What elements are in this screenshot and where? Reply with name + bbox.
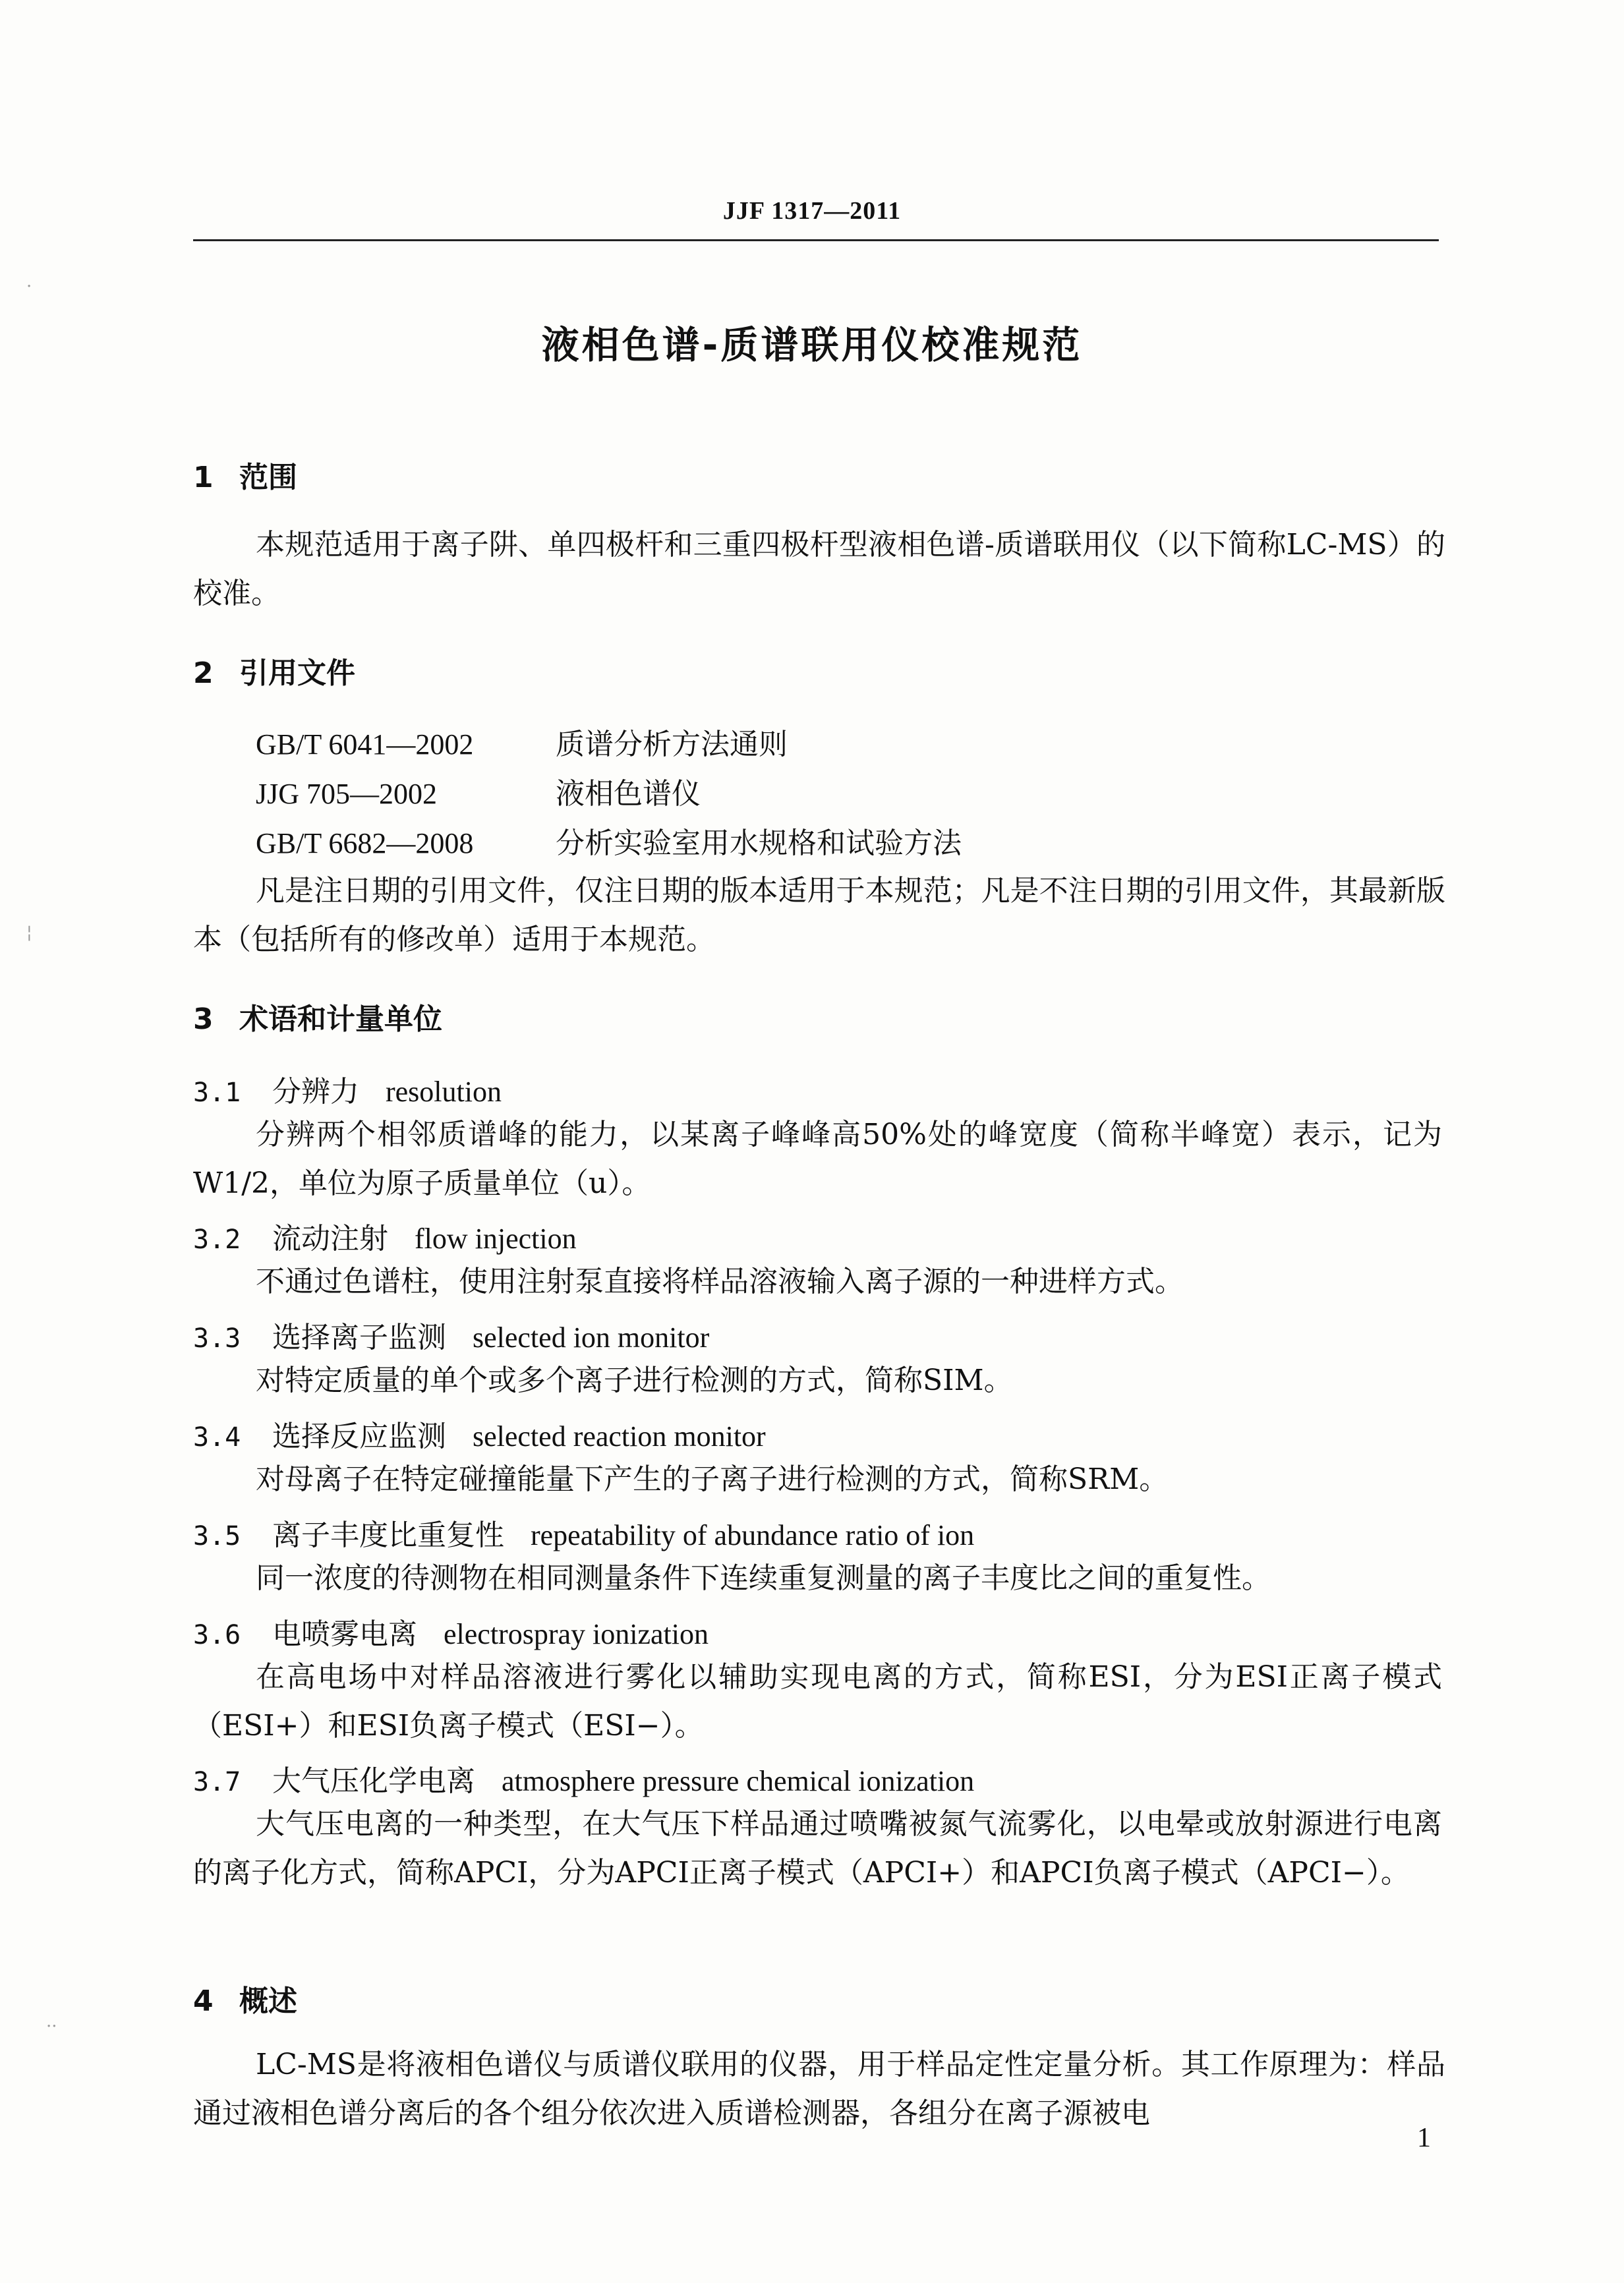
reference-code: GB/T 6682—2008 [256, 827, 474, 859]
term-3-1 [193, 1068, 502, 1110]
term-definition [193, 1111, 1442, 1208]
definition-text: 同一浓度的待测物在相同测量条件下连续重复测量的离子丰度比之间的重复性。 [256, 1561, 1271, 1595]
section-1-body [193, 521, 1445, 618]
page-number: 1 [1417, 2123, 1431, 2153]
term-chinese: 离子丰度比重复性 [272, 1518, 504, 1552]
section-3-heading [193, 995, 442, 1037]
term-definition [193, 1800, 1442, 1897]
term-english: flow injection [415, 1223, 577, 1255]
definition-text: 对母离子在特定碰撞能量下产生的子离子进行检测的方式，简称SRM。 [256, 1462, 1169, 1496]
standard-code: JJF 1317—2011 [722, 197, 902, 225]
section-1-heading [193, 453, 297, 496]
term-chinese: 选择离子监测 [272, 1321, 446, 1354]
term-3-3 [193, 1314, 709, 1356]
term-3-6 [193, 1610, 709, 1652]
paragraph: 凡是注日期的引用文件，仅注日期的版本适用于本规范；凡是不注日期的引用文件，其最新版本（包括所有的修改单）适用于本规范。 [193, 874, 1445, 956]
term-chinese: 分辨力 [272, 1075, 359, 1109]
section-title: 引用文件 [239, 656, 355, 690]
reference-code: GB/T 6041—2002 [256, 728, 474, 761]
term-definition [193, 1356, 1442, 1405]
scan-speck: · [26, 277, 32, 297]
reference-name: 质谱分析方法通则 [556, 728, 788, 761]
term-chinese: 流动注射 [272, 1222, 388, 1256]
term-english: electrospray ionization [444, 1618, 709, 1650]
term-3-7 [193, 1757, 974, 1799]
term-3-2 [193, 1215, 577, 1257]
definition-text: 分辨两个相邻质谱峰的能力，以某离子峰峰高50%处的峰宽度（简称半峰宽）表示，记为W1/2，单位为原子质量单位（u）。 [193, 1118, 1442, 1200]
definition-text: 大气压电离的一种类型，在大气压下样品通过喷嘴被氮气流雾化，以电晕或放射源进行电离的离子化方式，简称APCI，分为APCI正离子模式（APCI+）和APCI负离子模式（APCI−）。 [193, 1807, 1442, 1890]
term-chinese: 电喷雾电离 [272, 1617, 417, 1651]
header-rule [193, 239, 1439, 241]
term-chinese: 大气压化学电离 [272, 1764, 475, 1798]
term-english: selected ion monitor [473, 1321, 710, 1354]
term-3-5 [193, 1511, 974, 1553]
section-number: 1 [193, 461, 214, 494]
paragraph: 本规范适用于离子阱、单四极杆和三重四极杆型液相色谱-质谱联用仪（以下简称LC-MS）的校准。 [193, 528, 1445, 610]
reference-item [256, 770, 701, 812]
section-number: 4 [193, 1984, 214, 2018]
reference-name: 分析实验室用水规格和试验方法 [556, 826, 962, 860]
section-number: 3 [193, 1002, 214, 1036]
term-3-4 [193, 1412, 766, 1455]
term-number: 3.6 [193, 1620, 241, 1650]
reference-item [256, 720, 788, 763]
paragraph: LC-MS是将液相色谱仪与质谱仪联用的仪器，用于样品定性定量分析。其工作原理为：样品通过液相色谱分离后的各个组分依次进入质谱检测器，各组分在离子源被电 [193, 2048, 1445, 2130]
term-number: 3.5 [193, 1521, 241, 1551]
section-4-body [193, 2040, 1445, 2138]
term-number: 3.1 [193, 1078, 241, 1108]
term-number: 3.3 [193, 1323, 241, 1354]
section-2-body [193, 867, 1445, 964]
definition-text: 在高电场中对样品溶液进行雾化以辅助实现电离的方式，简称ESI，分为ESI正离子模式（ESI+）和ESI负离子模式（ESI−）。 [193, 1660, 1442, 1743]
definition-text: 对特定质量的单个或多个离子进行检测的方式，简称SIM。 [256, 1364, 1013, 1397]
definition-text: 不通过色谱柱，使用注射泵直接将样品溶液输入离子源的一种进样方式。 [256, 1265, 1184, 1298]
term-number: 3.7 [193, 1767, 241, 1797]
reference-item [256, 819, 962, 861]
section-title: 概述 [239, 1984, 297, 2018]
term-definition [193, 1257, 1442, 1306]
section-4-heading [193, 1977, 297, 2019]
term-definition [193, 1554, 1442, 1603]
term-english: resolution [386, 1076, 502, 1108]
reference-code: JJG 705—2002 [256, 778, 438, 810]
section-title: 范围 [239, 461, 297, 494]
term-english: repeatability of abundance ratio of ion [531, 1519, 975, 1551]
scan-speck: ¦ [26, 923, 32, 942]
section-2-heading [193, 649, 355, 691]
term-english: selected reaction monitor [473, 1420, 766, 1453]
section-number: 2 [193, 656, 214, 690]
term-number: 3.4 [193, 1422, 241, 1453]
term-definition [193, 1455, 1442, 1504]
term-number: 3.2 [193, 1225, 241, 1255]
term-definition [193, 1653, 1442, 1750]
scan-speck: ·· [46, 2017, 57, 2037]
document-title: 液相色谱-质谱联用仪校准规范 [541, 324, 1083, 367]
section-title: 术语和计量单位 [239, 1002, 442, 1036]
term-english: atmosphere pressure chemical ionization [502, 1765, 975, 1797]
reference-name: 液相色谱仪 [556, 777, 701, 811]
term-chinese: 选择反应监测 [272, 1420, 446, 1453]
